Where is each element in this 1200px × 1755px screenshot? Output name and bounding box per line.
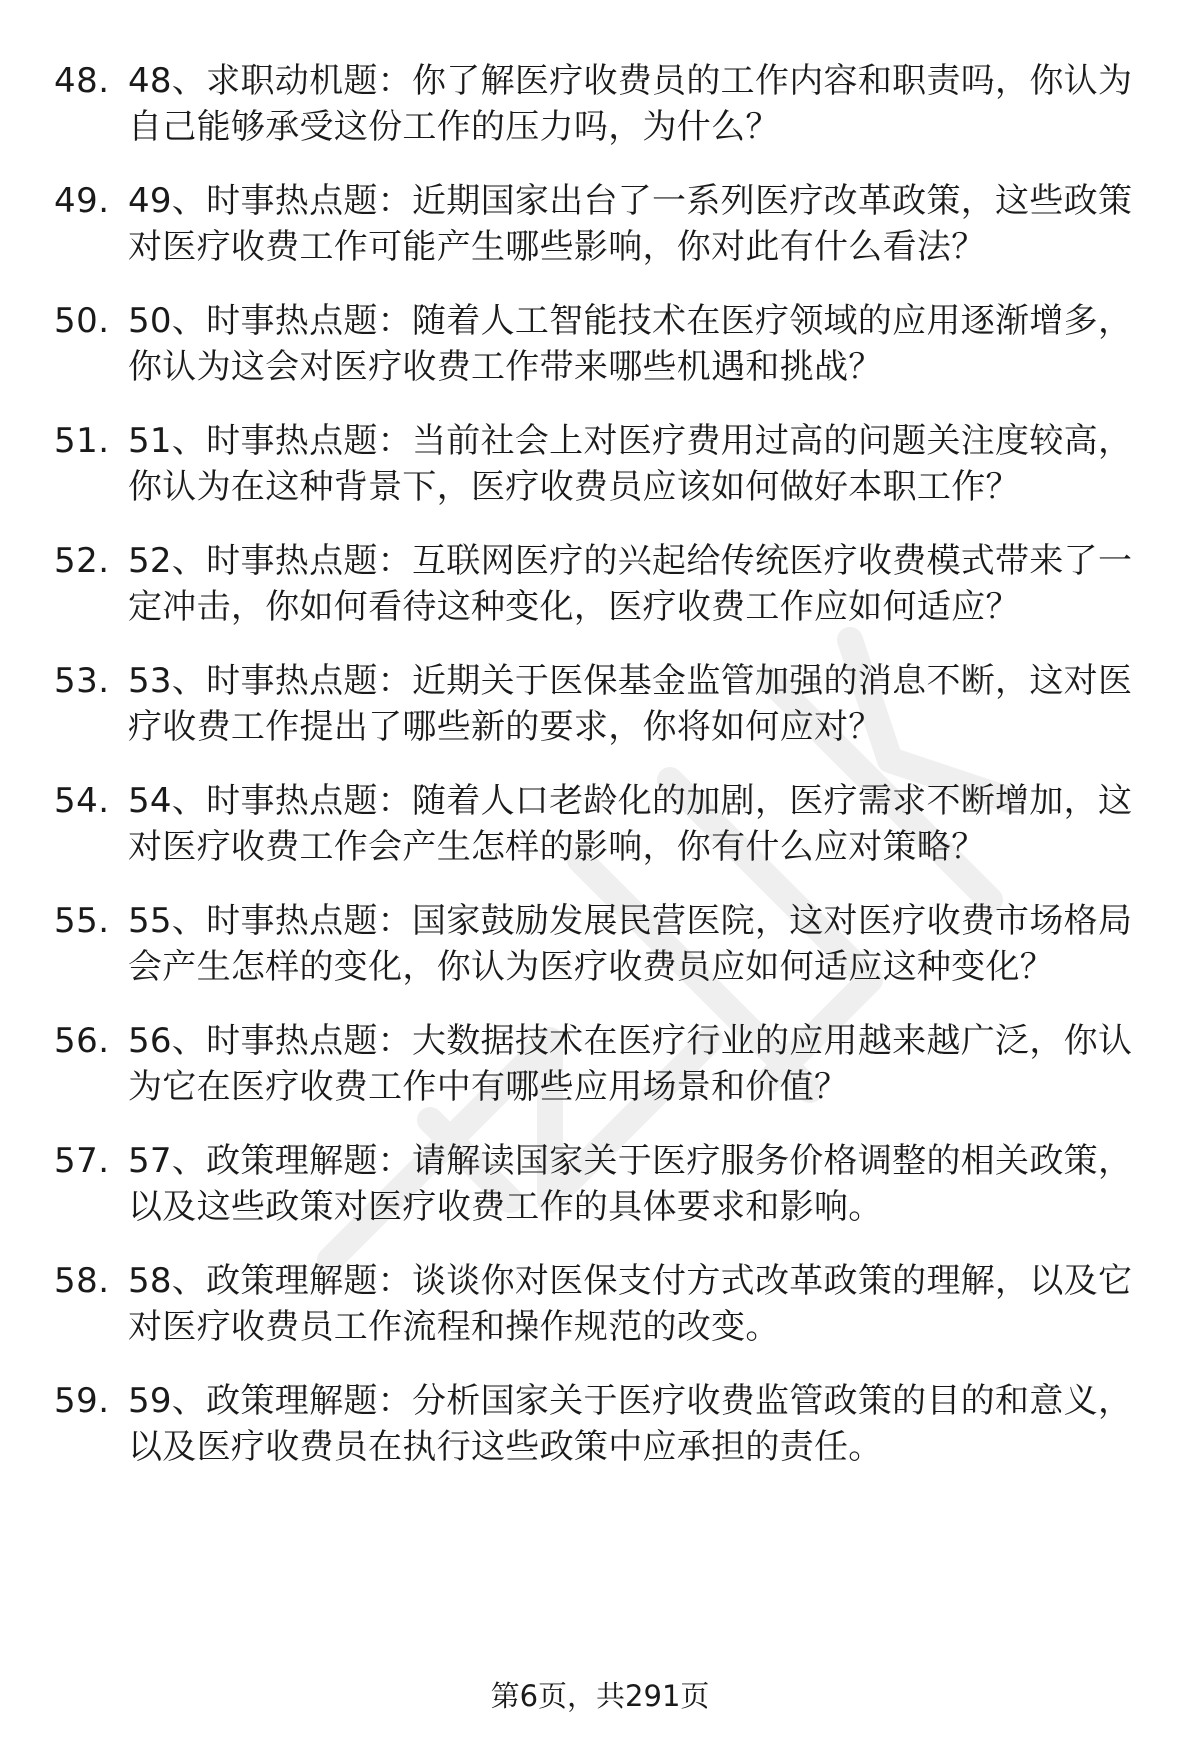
list-item (0, 1018, 1200, 1138)
question-text: 50、时事热点题：随着人工智能技术在医疗领域的应用逐渐增多，你认为这会对医疗收费工作带来哪些机遇和挑战？ (128, 301, 1133, 387)
list-item (0, 1138, 1200, 1258)
question-number: 51. (54, 421, 110, 461)
question-number: 59. (54, 1381, 110, 1421)
list-item (0, 1378, 1200, 1498)
question-text: 55、时事热点题：国家鼓励发展民营医院，这对医疗收费市场格局会产生怎样的变化，你认为医疗收费员应如何适应这种变化？ (128, 901, 1133, 987)
question-text: 51、时事热点题：当前社会上对医疗费用过高的问题关注度较高，你认为在这种背景下，医疗收费员应该如何做好本职工作？ (128, 421, 1133, 507)
question-number: 56. (54, 1021, 110, 1061)
list-item (0, 178, 1200, 298)
question-text: 59、政策理解题：分析国家关于医疗收费监管政策的目的和意义，以及医疗收费员在执行这些政策中应承担的责任。 (128, 1381, 1133, 1467)
question-text: 54、时事热点题：随着人口老龄化的加剧，医疗需求不断增加，这对医疗收费工作会产生怎样的影响，你有什么应对策略？ (128, 781, 1133, 867)
list-item (0, 538, 1200, 658)
list-item (0, 898, 1200, 1018)
page-footer: 第6页，共291页 (490, 1679, 710, 1713)
question-text: 48、求职动机题：你了解医疗收费员的工作内容和职责吗，你认为自己能够承受这份工作的压力吗，为什么？ (128, 61, 1133, 147)
question-number: 55. (54, 901, 110, 941)
list-item (0, 58, 1200, 178)
question-number: 54. (54, 781, 110, 821)
list-item (0, 658, 1200, 778)
question-text: 52、时事热点题：互联网医疗的兴起给传统医疗收费模式带来了一定冲击，你如何看待这种变化，医疗收费工作应如何适应？ (128, 541, 1133, 627)
question-number: 58. (54, 1261, 110, 1301)
list-item (0, 1258, 1200, 1378)
question-number: 50. (54, 301, 110, 341)
question-number: 57. (54, 1141, 110, 1181)
question-text: 53、时事热点题：近期关于医保基金监管加强的消息不断，这对医疗收费工作提出了哪些新的要求，你将如何应对？ (128, 661, 1133, 747)
question-text: 57、政策理解题：请解读国家关于医疗服务价格调整的相关政策，以及这些政策对医疗收费工作的具体要求和影响。 (128, 1141, 1133, 1227)
question-text: 56、时事热点题：大数据技术在医疗行业的应用越来越广泛，你认为它在医疗收费工作中有哪些应用场景和价值？ (128, 1021, 1133, 1107)
list-item (0, 418, 1200, 538)
list-item (0, 778, 1200, 898)
question-number: 52. (54, 541, 110, 581)
question-number: 53. (54, 661, 110, 701)
question-text: 58、政策理解题：谈谈你对医保支付方式改革政策的理解，以及它对医疗收费员工作流程和操作规范的改变。 (128, 1261, 1133, 1347)
question-list (0, 58, 1200, 1498)
question-number: 49. (54, 181, 110, 221)
list-item (0, 298, 1200, 418)
question-text: 49、时事热点题：近期国家出台了一系列医疗改革政策，这些政策对医疗收费工作可能产生哪些影响，你对此有什么看法？ (128, 181, 1133, 267)
question-number: 48. (54, 61, 110, 101)
